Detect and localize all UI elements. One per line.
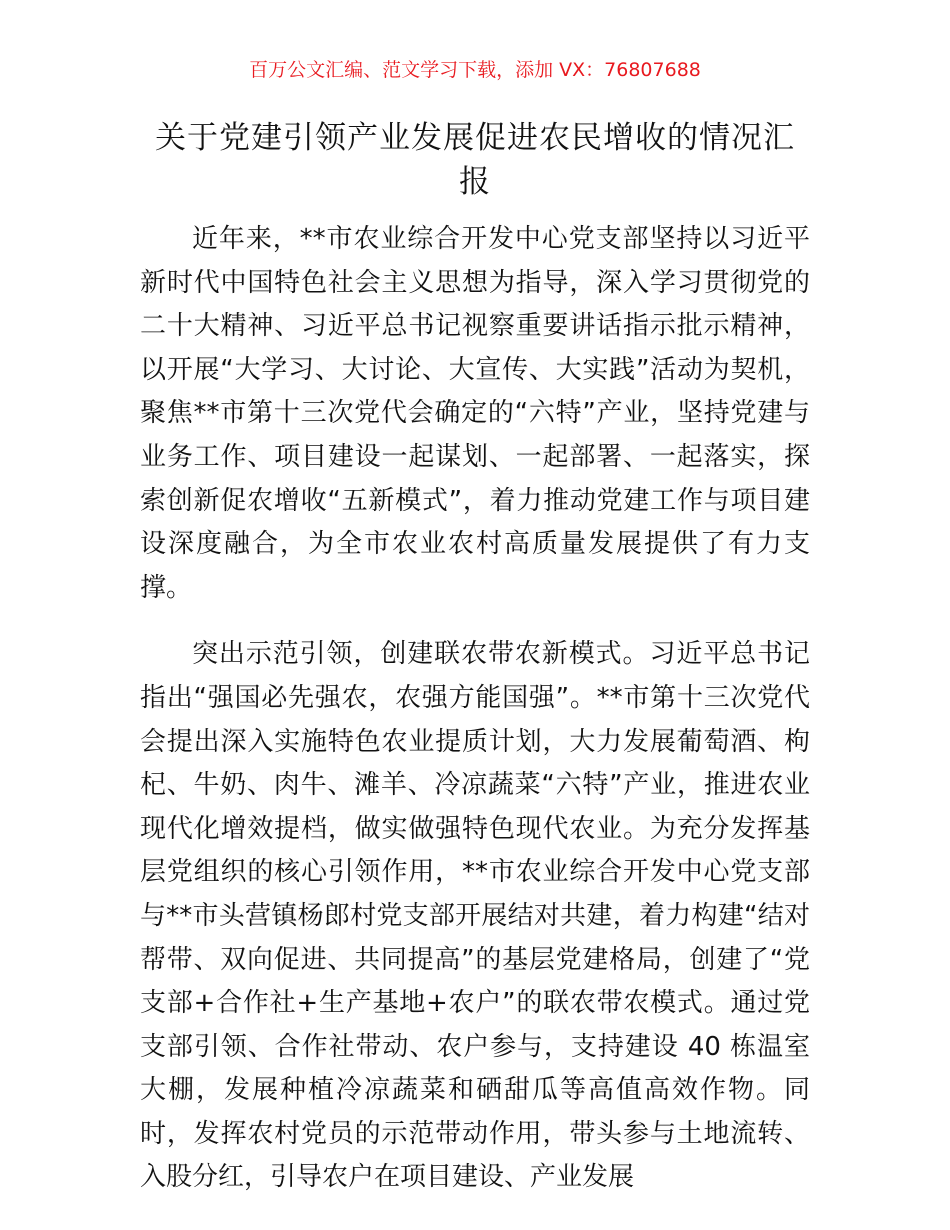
body-paragraph-model: 突出示范引领，创建联农带农新模式。习近平总书记指出“强国必先强农，农强方能国强”。**市第十三次党代会提出深入实施特色农业提质计划，大力发展葡萄酒、枸杞、牛奶、肉牛、滩羊、冷凉蔬菜“六特”产业，推进农业现代化增效提档，做实做强特色现代农业。为充分发挥基层党组织的核心引领作用，**市农业综合开发中心党支部与**市头营镇杨郎村党支部开展结对共建，着力构建“结对帮带、双向促进、共同提高”的基层党建格局，创建了“党支部+合作社+生产基地+农户”的联农带农模式。通过党支部引领、合作社带动、农户参与，支持建设 40 栋温室大棚，发展种植冷凉蔬菜和硒甜瓜等高值高效作物。同时，发挥农村党员的示范带动作用，带头参与土地流转、入股分红，引导农户在项目建设、产业发展 xyxy=(140,639,810,1193)
promo-banner: 百万公文汇编、范文学习下载，添加 VX：76807688 xyxy=(249,59,701,81)
body-paragraph-intro: 近年来，**市农业综合开发中心党支部坚持以习近平新时代中国特色社会主义思想为指导，深入学习贯彻党的二十大精神、习近平总书记视察重要讲话指示批示精神，以开展“大学习、大讨论、大宣传、大实践”活动为契机，聚焦**市第十三次党代会确定的“六特”产业，坚持党建与业务工作、项目建设一起谋划、一起部署、一起落实，探索创新促农增收“五新模式”，着力推动党建工作与项目建设深度融合，为全市农业农村高质量发展提供了有力支撑。 xyxy=(140,224,810,603)
document-body xyxy=(140,218,810,1200)
document-title: 关于党建引领产业发展促进农民增收的情况汇报 xyxy=(155,120,795,200)
